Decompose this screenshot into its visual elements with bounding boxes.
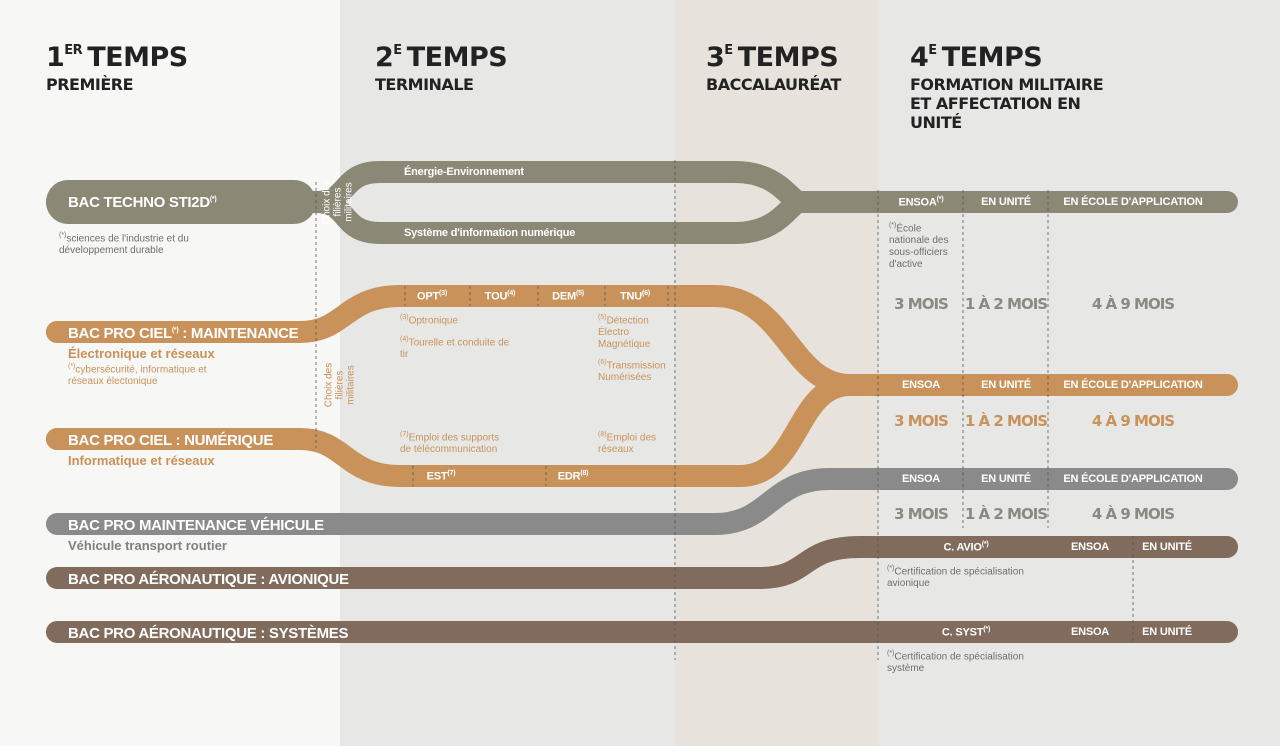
- avionique-note-mark: (*): [887, 565, 895, 572]
- option-tnu-mark: (6): [642, 290, 650, 297]
- vehicule-sub: Véhicule transport routier: [68, 538, 227, 553]
- sti2d-branch-systeme: Système d'information numérique: [404, 227, 576, 239]
- note-edr: [598, 431, 668, 456]
- sti2d-stage-ensoa: [899, 196, 944, 209]
- header-baccalaureat-word: TEMPS: [737, 42, 839, 73]
- ciel-stage-ensoa: ENSOA: [901, 379, 941, 391]
- systemes-title: BAC PRO AÉRONAUTIQUE : SYSTÈMES: [68, 625, 349, 642]
- sti2d-note: [59, 232, 219, 257]
- systemes-note: [887, 650, 1027, 675]
- ciel-stage-ecole: EN ÉCOLE D'APPLICATION: [1063, 379, 1203, 391]
- vehicule-title: BAC PRO MAINTENANCE VÉHICULE: [68, 517, 324, 534]
- header-formation-num: 4: [910, 42, 929, 73]
- sti2d-duration-ecole: 4 À 9 MOIS: [1091, 295, 1175, 313]
- option-edr-code: EDR: [557, 470, 581, 483]
- avionique-stage-ensoa: ENSOA: [1070, 541, 1110, 553]
- vehicule-duration-ensoa: 3 MOIS: [894, 505, 948, 523]
- ciel-maintenance-title: [68, 325, 298, 342]
- option-tnu-code: TNU: [620, 290, 643, 303]
- sti2d-title-text: BAC TECHNO STI2D: [68, 194, 210, 211]
- sti2d-stage-ensoa-mark: (*): [936, 196, 944, 203]
- header-terminale-sub: TERMINALE: [375, 75, 474, 94]
- vehicule-duration-unite: 1 À 2 MOIS: [964, 505, 1048, 523]
- ciel-choice-label: Choix des filières militaires: [323, 362, 357, 408]
- ciel-maintenance-note-mark: (*): [68, 363, 76, 370]
- option-dem: [552, 290, 584, 303]
- systemes-stage-unite: EN UNITÉ: [1142, 626, 1192, 638]
- sti2d-duration-unite: 1 À 2 MOIS: [964, 295, 1048, 313]
- option-opt: [417, 290, 447, 303]
- header-premiere-word: TEMPS: [87, 42, 188, 73]
- sti2d-stage-ensoa-text: ENSOA: [898, 196, 937, 209]
- sti2d-title: [68, 194, 216, 211]
- systemes-note-text: Certification de spécialisation système: [887, 651, 1024, 675]
- ciel-maintenance-title-rest: : MAINTENANCE: [178, 325, 299, 342]
- option-opt-mark: (3): [439, 290, 447, 297]
- ciel-maintenance-note: [68, 363, 228, 388]
- option-tnu: [620, 290, 650, 303]
- vehicule-stage-ensoa: ENSOA: [901, 473, 941, 485]
- vehicule-stage-unite: EN UNITÉ: [981, 473, 1031, 485]
- header-terminale-word: TEMPS: [406, 42, 508, 73]
- note-tnu-mark: (6): [598, 359, 607, 366]
- systemes-stage-csyst: [942, 626, 990, 639]
- header-baccalaureat: [706, 44, 841, 94]
- option-tou: [485, 290, 515, 303]
- option-edr: [558, 470, 589, 483]
- header-baccalaureat-num: 3: [706, 42, 725, 73]
- avionique-title: BAC PRO AÉRONAUTIQUE : AVIONIQUE: [68, 571, 349, 588]
- header-premiere-num: 1: [46, 42, 65, 73]
- systemes-stage-ensoa: ENSOA: [1070, 626, 1110, 638]
- note-tnu: [598, 359, 668, 384]
- ciel-maintenance-title-mark: (*): [171, 327, 179, 334]
- note-est: [400, 431, 510, 456]
- avionique-note: [887, 565, 1027, 590]
- header-baccalaureat-sup: E: [724, 43, 733, 58]
- ensoa-note-text: École nationale des sous-officiers d'active: [889, 223, 949, 271]
- vehicule-duration-ecole: 4 À 9 MOIS: [1091, 505, 1175, 523]
- sti2d-note-text: sciences de l'industrie et du développement durable: [59, 233, 189, 257]
- note-dem: [598, 314, 666, 351]
- option-est-code: EST: [426, 470, 448, 483]
- note-edr-text: Emploi des réseaux: [598, 432, 657, 456]
- header-formation-sub: FORMATION MILITAIRE ET AFFECTATION EN UNITÉ: [910, 75, 1104, 133]
- header-baccalaureat-sub: BACCALAURÉAT: [706, 75, 841, 94]
- header-formation-sup: E: [928, 43, 937, 58]
- avionique-note-text: Certification de spécialisation avionique: [887, 566, 1024, 590]
- ciel-stage-unite: EN UNITÉ: [981, 379, 1031, 391]
- sti2d-choice-label: Choix des filières militaires: [321, 179, 355, 225]
- header-formation-word: TEMPS: [941, 42, 1043, 73]
- option-est-mark: (7): [447, 470, 456, 477]
- option-est: [427, 470, 456, 483]
- option-dem-code: DEM: [552, 290, 576, 303]
- systemes-stage-csyst-mark: (*): [983, 626, 991, 633]
- option-opt-code: OPT: [417, 290, 440, 303]
- ciel-numerique-title: BAC PRO CIEL : NUMÉRIQUE: [68, 432, 274, 449]
- ensoa-note: [889, 222, 959, 271]
- avionique-stage-cavio-text: C. AVIO: [943, 541, 982, 554]
- avionique-stage-cavio-mark: (*): [981, 541, 989, 548]
- header-formation: [910, 44, 1120, 133]
- option-tou-mark: (4): [507, 290, 516, 297]
- note-opt-text: Optronique: [408, 315, 459, 327]
- header-terminale-num: 2: [375, 42, 394, 73]
- systemes-note-mark: (*): [887, 650, 895, 657]
- note-tou-text: Tourelle et conduite de tir: [400, 337, 510, 361]
- option-dem-mark: (5): [575, 290, 584, 297]
- ciel-maintenance-title-text: BAC PRO CIEL: [68, 325, 172, 342]
- option-tou-code: TOU: [484, 290, 508, 303]
- sti2d-branch-energie: Énergie-Environnement: [404, 166, 524, 178]
- sti2d-stage-ecole: EN ÉCOLE D'APPLICATION: [1063, 196, 1203, 208]
- note-dem-text: Détection Électro Magnétique: [598, 315, 651, 351]
- sti2d-duration-ensoa: 3 MOIS: [894, 295, 948, 313]
- ciel-duration-ensoa: 3 MOIS: [894, 412, 948, 430]
- ensoa-note-mark: (*): [889, 222, 897, 229]
- systemes-stage-csyst-text: C. SYST: [941, 626, 984, 639]
- header-terminale: [375, 44, 507, 94]
- sti2d-title-mark: (*): [209, 196, 217, 203]
- ciel-duration-ecole: 4 À 9 MOIS: [1091, 412, 1175, 430]
- note-est-mark: (7): [400, 431, 409, 438]
- sti2d-stage-unite: EN UNITÉ: [981, 196, 1031, 208]
- note-tou: [400, 336, 510, 361]
- note-opt: [400, 314, 510, 327]
- ciel-duration-unite: 1 À 2 MOIS: [964, 412, 1048, 430]
- avionique-stage-unite: EN UNITÉ: [1142, 541, 1192, 553]
- ciel-maintenance-sub: Électronique et réseaux: [68, 346, 215, 361]
- option-edr-mark: (8): [580, 470, 589, 477]
- sti2d-note-mark: (*): [59, 232, 67, 239]
- vehicule-stage-ecole: EN ÉCOLE D'APPLICATION: [1063, 473, 1203, 485]
- ciel-numerique-sub: Informatique et réseaux: [68, 453, 215, 468]
- note-dem-mark: (5): [598, 314, 607, 321]
- note-tnu-text: Transmission Numérisées: [598, 360, 666, 384]
- header-premiere-sub: PREMIÈRE: [46, 75, 134, 94]
- ciel-maintenance-note-text: cybersécurité, informatique et réseaux électonique: [68, 364, 207, 388]
- note-opt-mark: (3): [400, 314, 409, 321]
- avionique-stage-cavio: [943, 541, 988, 554]
- note-edr-mark: (8): [598, 431, 607, 438]
- note-est-text: Emploi des supports de télécommunication: [400, 432, 500, 456]
- header-terminale-sup: E: [393, 43, 402, 58]
- header-premiere-sup: ER: [64, 43, 83, 58]
- note-tou-mark: (4): [400, 336, 409, 343]
- header-premiere: [46, 44, 188, 94]
